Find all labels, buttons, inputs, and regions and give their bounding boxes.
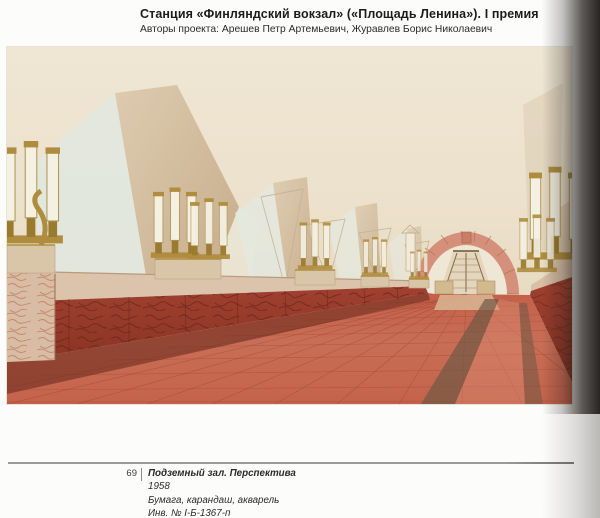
figure-caption [0, 467, 430, 518]
artwork-plate [7, 47, 572, 404]
gutter-shadow-lower [542, 414, 600, 518]
artwork-title: Подземный зал. Перспектива [148, 468, 296, 479]
caption-text [142, 467, 296, 518]
page-subtitle: Авторы проекта: Арешев Петр Артемьевич, Журавлев Борис Николаевич [140, 24, 493, 35]
artwork-inventory: Инв. № I-Б-1367-п [148, 508, 231, 518]
figure-number: 69 [126, 468, 137, 479]
artwork-illustration [7, 47, 572, 404]
artwork-year: 1958 [148, 481, 170, 493]
caption-divider [8, 462, 574, 464]
page-title: Станция «Финляндский вокзал» («Площадь Ленина»). I премия [140, 7, 539, 21]
artwork-medium: Бумага, карандаш, акварель [148, 494, 280, 506]
